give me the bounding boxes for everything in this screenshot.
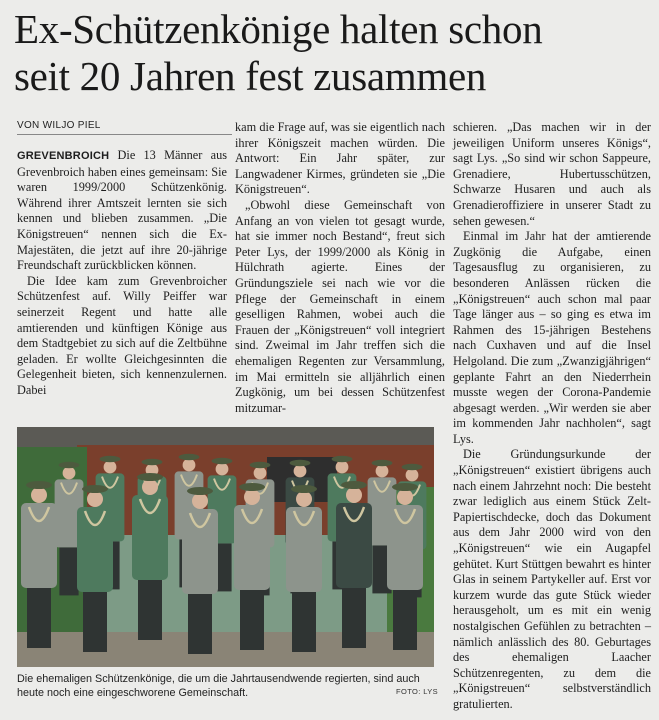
person-figure — [286, 485, 322, 652]
byline: VON WILJO PIEL — [17, 120, 232, 135]
paragraph: Die Idee kam zum Grevenbroicher Schützenfest auf. Willy Peiffer war seinerzeit Regent und hatte alle amtierenden und künftigen Könige aus dem Stadtgebiet zu sich auf die Zeltbühne geladen. Er wollte Gleichgesinnten die Gelegenheit bieten, sich kennenzulernen. Dabei — [17, 273, 227, 397]
uniform — [77, 507, 113, 592]
uniform — [132, 495, 168, 580]
hat — [291, 485, 317, 493]
paragraph: kam die Frage auf, was sie eigentlich nach ihrer Königszeit machen würden. Die Antwort: Ein Jahr später, zur Langwadener Kirmes, gründeten sie „Die Königstreuen“. — [235, 120, 445, 197]
head — [183, 459, 196, 472]
paragraph: Die Gründungsurkunde der „Königstreuen“ existiert übrigens auch nach einem Jahrzehnt noch: Die besteht zwar lediglich aus einem Stück Zelt-Papiertischdecke, doch das Dokument aus dem Jahr 2000 wird von den „Königstreuen“ wie ein Augapfel gehütet. Kurt Stüttgen bewahrt es hinter Glas in seinem Partykeller auf. Erst vor kurzem wurde das gute Stück wieder herausgeholt, um es mit ein wenig nostalgischen Gefühlen zu betrachten – nämlich anlässlich des 80. Geburtages des ehemaligen Laacher Schützenregenten, zu dem die „Königstreuen“ selbstverständlich gratulierten. — [453, 447, 651, 711]
hat — [250, 462, 271, 468]
hat — [179, 454, 200, 460]
uniform — [21, 503, 57, 588]
paragraph: Einmal im Jahr hat der amtierende Zugkönig die Aufgabe, einen Tagesausflug zu organisieren, zu besonderen Anlässen rücken die „Königstreuen“ auch schon mal paar Tage länger aus – so ging es etwa im Rahmen des 15-jährigen Bestehens nach Cuxhaven und auf die Insel Helgoland. Die zum „Zwanzigjährigen“ geplante Fahrt an den Niederrhein musste wegen der Corona-Pandemie abgesagt werden. „Wir werden sie aber im kommenden Jahr nachholen“, sagt Lys. — [453, 229, 651, 446]
hat — [392, 483, 418, 491]
person-figure — [336, 481, 372, 648]
group-photo-illustration — [17, 427, 434, 667]
person-figure — [234, 483, 270, 650]
photo-caption: Die ehemaligen Schützenkönige, die um die Jahrtausendwende regierten, sind auch heute noch eine eingeschworene Gemeinschaft. — [17, 673, 420, 699]
head — [31, 487, 47, 503]
head — [376, 465, 389, 478]
trousers — [138, 580, 162, 640]
article-column-2 — [235, 120, 445, 416]
hat — [372, 460, 393, 466]
hat — [142, 459, 163, 465]
paragraph: schieren. „Das machen wir in der jeweiligen Uniform unseres Königs“, sagt Lys. „So sind wir schon Sappeure, Grenadiere, Hubertusschützen, Schwarze Husaren und auch als Grenadieroffiziere in unserer Stadt zu sehen gewesen.“ — [453, 120, 651, 228]
head — [244, 489, 260, 505]
hat — [402, 464, 423, 470]
hat — [26, 481, 52, 489]
headline-line-1: Ex-Schützenkönige halten schon — [14, 6, 543, 52]
hat — [187, 487, 213, 495]
head — [63, 467, 76, 480]
uniform — [387, 505, 423, 590]
dateline: GREVENBROICH — [17, 150, 110, 162]
head — [336, 461, 349, 474]
head — [397, 489, 413, 505]
hat — [290, 460, 311, 466]
head — [254, 467, 267, 480]
article-headline — [14, 6, 654, 100]
trousers — [240, 590, 264, 650]
article-column-1 — [17, 148, 227, 399]
paragraph: „Obwohl diese Gemeinschaft von Anfang an von vielen tot gesagt wurde, hat sie immer noch Bestand“, freut sich Peter Lys, der 1999/2000 als König in Hülchrath agierte. Eines der Gründungsziele sei nach wie vor die Pflege der Gemeinschaft in einem geselligen Rahmen, wobei auch die Frauen der „Königstreuen“ voll integriert sind. Zweimal im Jahr treffen sich die ehemaligen Regenten zur Versammlung, im Mai ermitteln sie alljährlich einen Zugkönig, um bei dessen Schützenfest mitzumar- — [235, 197, 445, 415]
hat — [100, 456, 121, 462]
trousers — [83, 592, 107, 652]
head — [87, 491, 103, 507]
hat — [239, 483, 265, 491]
trousers — [188, 594, 212, 654]
trousers — [342, 588, 366, 648]
person-figure — [132, 473, 168, 640]
trousers — [59, 547, 78, 595]
head — [192, 493, 208, 509]
group-photo — [17, 427, 434, 667]
paragraph — [17, 148, 227, 274]
trousers — [27, 588, 51, 648]
hat — [341, 481, 367, 489]
headline-line-2: seit 20 Jahren fest zusammen — [14, 53, 487, 99]
uniform — [234, 505, 270, 590]
uniform — [182, 509, 218, 594]
photo-ground — [17, 632, 434, 667]
hat — [212, 458, 233, 464]
head — [294, 465, 307, 478]
hat — [82, 485, 108, 493]
head — [104, 461, 117, 474]
head — [296, 491, 312, 507]
uniform — [286, 507, 322, 592]
person-figure — [182, 487, 218, 654]
hat — [137, 473, 163, 481]
head — [346, 487, 362, 503]
hat — [59, 462, 80, 468]
head — [142, 479, 158, 495]
photo-credit: FOTO: LYS — [396, 687, 439, 696]
trousers — [292, 592, 316, 652]
uniform — [336, 503, 372, 588]
hat — [332, 456, 353, 462]
paragraph-text: Die 13 Männer aus Grevenbroich haben eines gemeinsam: Sie waren 1999/2000 Schützenkönig. Während ihrer Amtszeit lernten sie sich kennen und blieben zusammen. „Die Königstreuen“ nennen sich die Ex-Majestäten, die jetzt auf ihre 20-jährige Freundschaft zurückblicken können. — [17, 148, 227, 273]
trousers — [393, 590, 417, 650]
article-column-3 — [453, 120, 651, 713]
head — [216, 463, 229, 476]
head — [406, 469, 419, 482]
